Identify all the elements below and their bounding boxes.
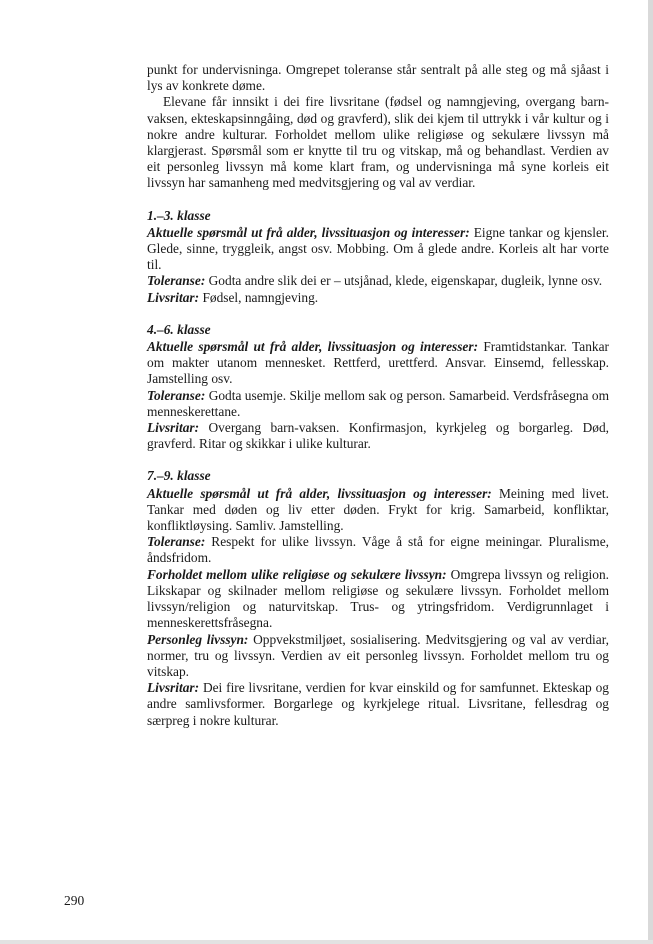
page-edge-bottom <box>0 940 653 944</box>
page-number: 290 <box>64 893 85 908</box>
entry-text: Framtidstankar. Tankar om makter utanom mennesket. Rettferd, urettferd. Ansvar. Einsemd, fellesskap. Jamstelling osv. <box>147 339 610 387</box>
entry-label: Forholdet mellom ulike religiøse og sekulære livssyn: <box>147 566 447 582</box>
entry-label: Aktuelle spørsmål ut frå alder, livssituasjon og interesser: <box>147 485 492 501</box>
entry-label: Toleranse: <box>147 273 206 289</box>
entry-label: Aktuelle spørsmål ut frå alder, livssituasjon og interesser: <box>147 339 479 355</box>
section-grade-7-9 <box>147 468 609 728</box>
section-heading: 7.–9. klasse <box>147 468 211 484</box>
entry-text: Overgang barn-vaksen. Konfirmasjon, kyrkjeleg og borgarleg. Død, gravferd. Ritar og skikkar i ulike kulturar. <box>147 420 609 452</box>
entry-text: Oppvekstmiljøet, sosialisering. Medvitsgjering og val av verdiar, normer, tru og livssyn. Verdien av eit personleg livssyn. Forholdet mellom tru og vitskap. <box>147 631 609 679</box>
section-heading: 1.–3. klasse <box>147 207 211 223</box>
entry <box>147 273 609 289</box>
entry-label: Personleg livssyn: <box>147 631 249 647</box>
entry-text: Dei fire livsritane, verdien for kvar einskild og for samfunnet. Ekteskap og andre samlivsformer. Borgarlege og kyrkjelege ritual. Livsritane, fellesdrag og særpreg i nokre kulturar. <box>147 680 609 728</box>
entry <box>147 388 609 420</box>
body-text <box>147 62 609 729</box>
entry <box>147 632 609 681</box>
entry-label: Livsritar: <box>147 680 200 696</box>
section-grade-4-6 <box>147 322 609 453</box>
entry <box>147 567 609 632</box>
entry <box>147 290 609 306</box>
entry <box>147 680 609 729</box>
entry-label: Livsritar: <box>147 289 200 305</box>
entry-text: Godta usemje. Skilje mellom sak og person. Samarbeid. Verdsfråsegna om menneskerettane. <box>147 387 609 419</box>
entry-label: Toleranse: <box>147 534 206 550</box>
entry-text: Respekt for ulike livssyn. Våge å stå for eigne meiningar. Pluralisme, åndsfridom. <box>147 534 609 566</box>
section-grade-1-3 <box>147 208 609 306</box>
entry <box>147 486 609 535</box>
paragraph: punkt for undervisninga. Omgrepet toleranse står sentralt på alle steg og må sjåast i lys av konkrete døme. <box>147 62 609 94</box>
page-edge-right <box>648 0 653 944</box>
section-heading: 4.–6. klasse <box>147 321 211 337</box>
entry-text: Fødsel, namngjeving. <box>202 289 319 305</box>
entry <box>147 534 609 566</box>
entry-text: Meining med livet. Tankar med døden og liv etter døden. Frykt for krig. Samarbeid, konfliktar, konfliktløysing. Samliv. Jamstelling. <box>147 485 609 534</box>
entry <box>147 225 609 274</box>
paragraph: Elevane får innsikt i dei fire livsritane (fødsel og namngjeving, overgang barn-vaksen, ekteskapsinngåing, død og gravferd), slik dei kjem til uttrykk i vår kultur og i nokre andre kulturar. Forholdet mellom ulike religiøse og sekulære livssyn må klargjerast. Spørsmål som er knytte til tru og vitskap, må og behandlast. Verdien av eit personleg livssyn må kome klart fram, og undervisninga må syne korleis eit livssyn har samanheng med medvitsgjering og val av verdiar. <box>147 94 609 191</box>
entry-label: Aktuelle spørsmål ut frå alder, livssituasjon og interesser: <box>147 224 470 240</box>
entry <box>147 339 609 388</box>
entry-text: Omgrepa livssyn og religion. Likskapar og skilnader mellom religiøse og sekulære livssyn. Forholdet mellom livssyn/religion og naturvitskap. Trus- og ytringsfridom. Verdigrunnlaget i menneskerettsfråsegna. <box>147 566 609 631</box>
entry-label: Toleranse: <box>147 387 206 403</box>
entry-text: Godta andre slik dei er – utsjånad, klede, eigenskapar, dugleik, lynne osv. <box>208 273 603 289</box>
entry-label: Livsritar: <box>147 420 200 436</box>
entry-text: Eigne tankar og kjensler. Glede, sinne, tryggleik, angst osv. Mobbing. Om å glede andre. Korleis alt har vorte til. <box>147 224 609 273</box>
entry <box>147 420 609 452</box>
